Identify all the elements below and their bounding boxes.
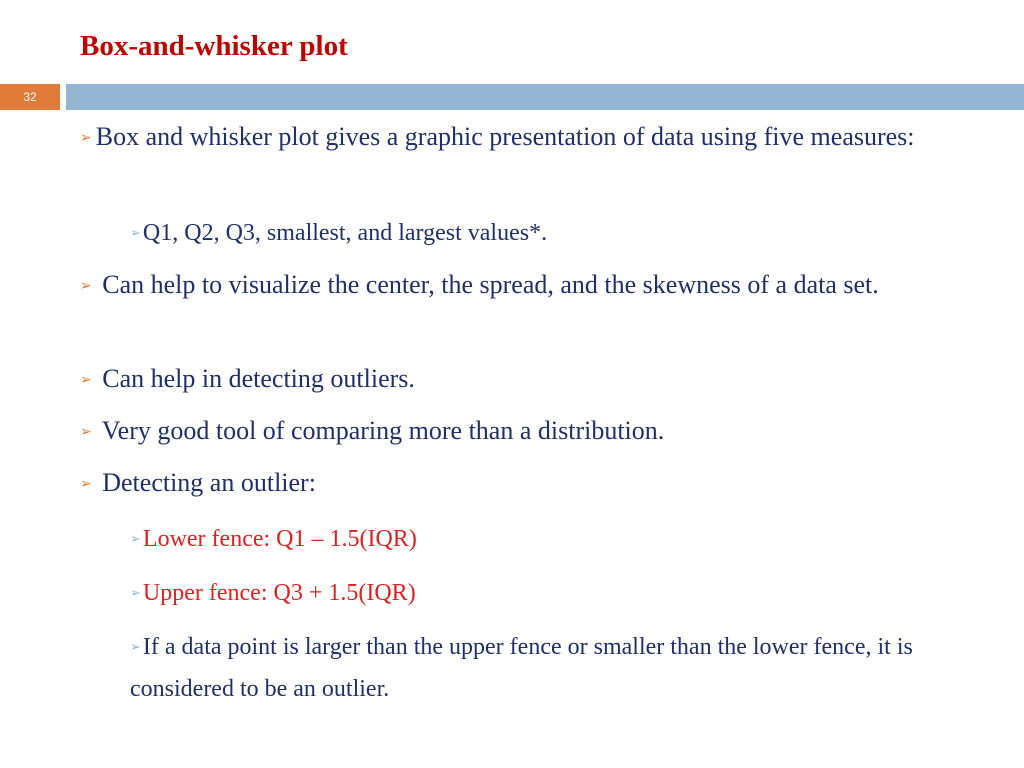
arrowhead-bullet-icon: ➢ — [130, 639, 141, 654]
sub-bullet-item — [130, 626, 970, 710]
bullet-text: Can help in detecting outliers. — [102, 364, 415, 393]
sub-bullet-text: Q1, Q2, Q3, smallest, and largest values*. — [142, 220, 548, 246]
arrowhead-bullet-icon: ➢ — [80, 373, 92, 388]
lower-fence-text: Lower fence: Q1 – 1.5(IQR) — [142, 526, 417, 552]
sub-bullet-item — [130, 572, 970, 614]
slide-title: Box-and-whisker plot — [80, 30, 348, 62]
header-bar — [66, 84, 1024, 110]
arrowhead-bullet-icon: ➢ — [80, 477, 92, 492]
arrowhead-bullet-icon: ➢ — [130, 531, 141, 546]
bullet-item — [80, 264, 970, 308]
arrowhead-bullet-icon: ➢ — [80, 131, 92, 146]
arrowhead-bullet-icon: ➢ — [80, 425, 92, 440]
bullet-item — [80, 116, 970, 160]
bullet-text: Detecting an outlier: — [102, 468, 316, 497]
slide-number: 32 — [0, 84, 60, 110]
sub-bullet-item — [130, 212, 970, 254]
bullet-text: Box and whisker plot gives a graphic presentation of data using five measures: — [95, 122, 915, 151]
arrowhead-bullet-icon: ➢ — [130, 225, 141, 240]
bullet-text: Very good tool of comparing more than a distribution. — [101, 416, 665, 445]
outlier-rule-text: If a data point is larger than the upper fence or smaller than the lower fence, it is considered to be an outlier. — [130, 634, 913, 702]
arrowhead-bullet-icon: ➢ — [80, 279, 92, 294]
upper-fence-text: Upper fence: Q3 + 1.5(IQR) — [142, 580, 416, 606]
arrowhead-bullet-icon: ➢ — [130, 585, 141, 600]
bullet-item — [80, 358, 970, 402]
bullet-item — [80, 410, 970, 454]
sub-bullet-item — [130, 518, 970, 560]
bullet-item — [80, 462, 970, 506]
bullet-text: Can help to visualize the center, the spread, and the skewness of a data set. — [102, 270, 879, 299]
